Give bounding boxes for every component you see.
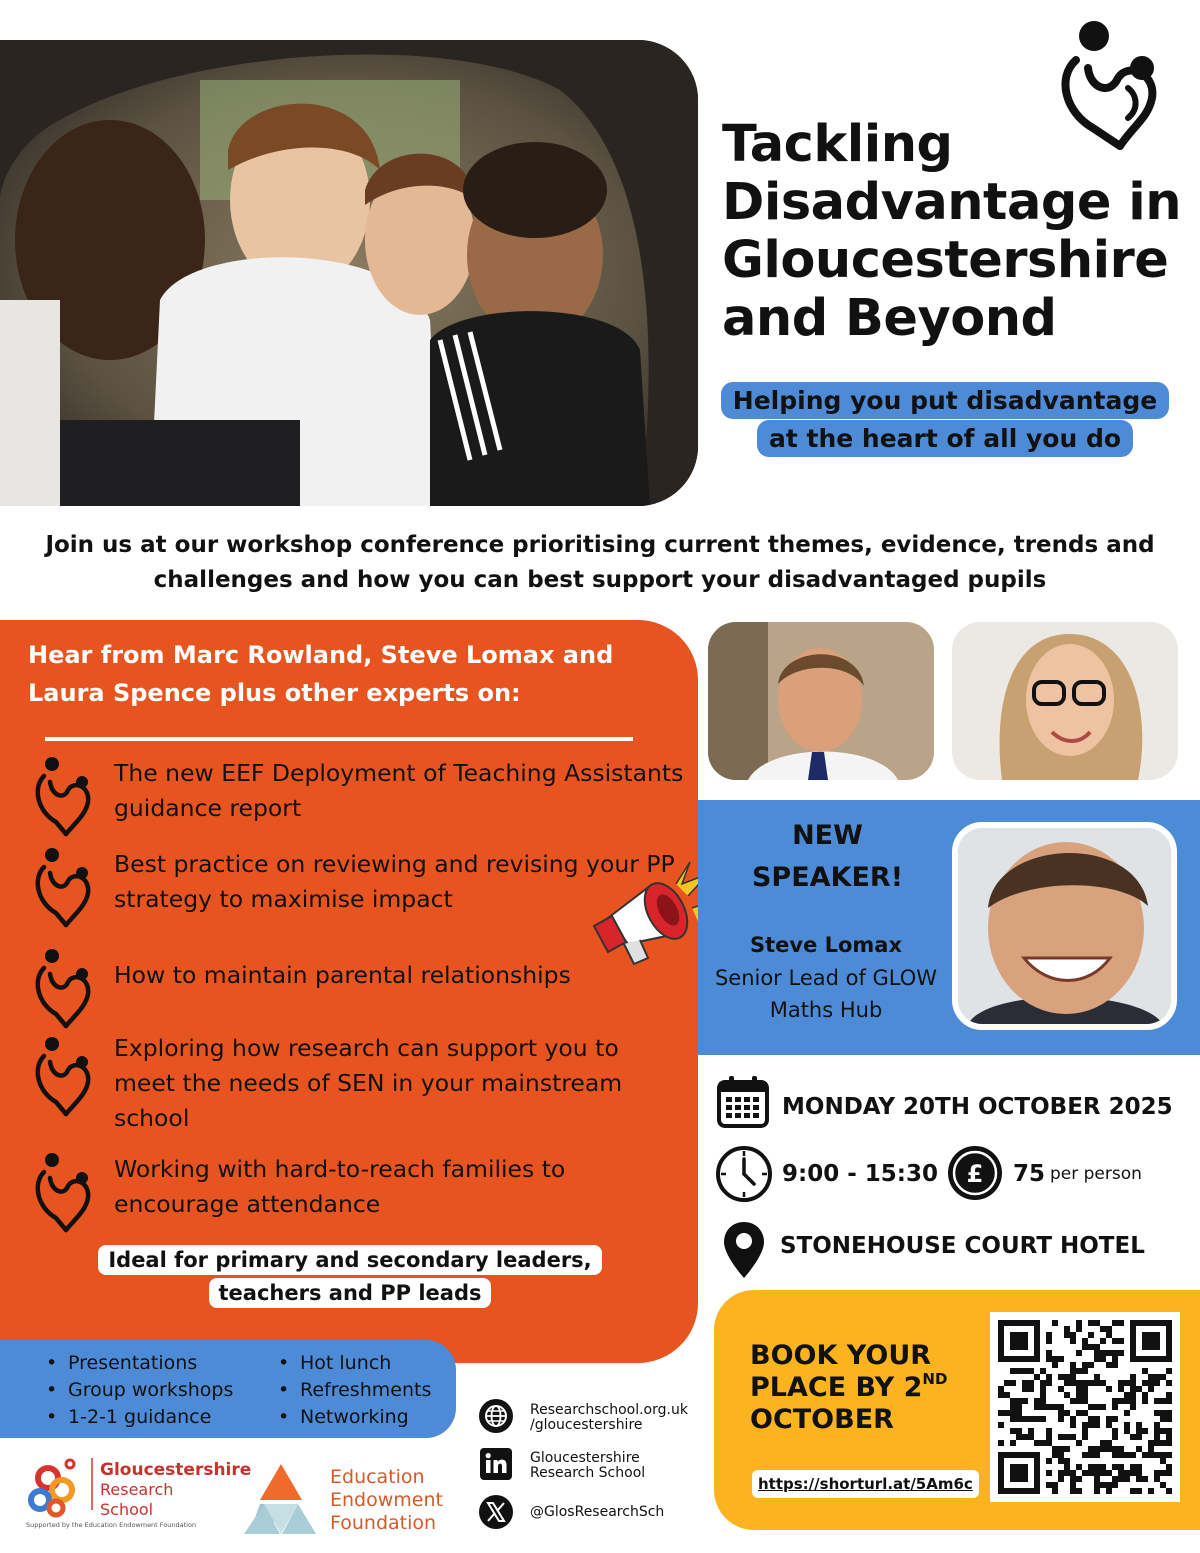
eef-name-line-1: Education (330, 1466, 425, 1488)
price-unit: per person (1050, 1164, 1142, 1184)
topic-text: Best practice on reviewing and revising your PP strategy to maximise impact (114, 850, 675, 913)
location-pin-icon (722, 1220, 766, 1280)
linkedin-line-2: Research School (530, 1465, 646, 1481)
x-twitter-icon (478, 1494, 514, 1530)
speaker-photo-marc (708, 622, 934, 780)
feature-item: • Presentations (44, 1350, 233, 1377)
eef-logo-icon (244, 1462, 318, 1536)
glos-name-line-1: Gloucestershire (100, 1460, 252, 1480)
qr-code-graphic (998, 1320, 1172, 1494)
topic-text: Working with hard-to-reach families to encourage attendance (114, 1155, 566, 1218)
event-time: 9:00 - 15:30 (782, 1161, 938, 1187)
feature-item: • Group workshops (44, 1377, 233, 1404)
website-line-1: Researchschool.org.uk (530, 1402, 688, 1418)
calendar-icon (716, 1074, 770, 1130)
heart-people-icon (34, 847, 96, 929)
booking-line-2 (750, 1372, 980, 1404)
x-handle-link[interactable]: @GlosResearchSch (530, 1504, 665, 1520)
features-list-left (44, 1350, 233, 1431)
feature-item: • Refreshments (276, 1377, 431, 1404)
feature-item: • 1-2-1 guidance (44, 1404, 233, 1431)
eef-name-line-2: Endowment (330, 1489, 443, 1511)
speakers-intro: Hear from Marc Rowland, Steve Lomax and Laura Spence plus other experts on: (28, 641, 614, 707)
divider (45, 737, 633, 741)
tagline-text: Helping you put disadvantage at the heart of all you do (721, 382, 1169, 457)
globe-icon (478, 1398, 514, 1434)
booking-line-1: BOOK YOUR (750, 1340, 932, 1371)
feature-item: • Networking (276, 1404, 431, 1431)
glos-support-text: Supported by the Education Endowment Foundation (26, 1521, 197, 1529)
speaker-photo-steve (952, 822, 1177, 1030)
topic-text: The new EEF Deployment of Teaching Assistants guidance report (114, 759, 684, 822)
topic-text: How to maintain parental relationships (114, 961, 571, 989)
linkedin-line-1: Gloucestershire (530, 1450, 640, 1466)
booking-deadline (750, 1340, 980, 1436)
heart-people-icon (34, 948, 96, 1030)
audience-text: Ideal for primary and secondary leaders, teachers and PP leads (98, 1245, 601, 1308)
event-date: MONDAY 20TH OCTOBER 2025 (782, 1094, 1173, 1120)
features-list-right (276, 1350, 431, 1431)
booking-ordinal: ND (922, 1370, 948, 1388)
glos-name-line-3: School (100, 1500, 154, 1519)
speaker-name: Steve Lomax (749, 933, 903, 957)
topic-text: Exploring how research can support you to meet the needs of SEN in your mainstream school (114, 1034, 623, 1132)
glos-name-line-2: Research (100, 1480, 174, 1499)
heart-people-icon (34, 1036, 96, 1118)
qr-code[interactable] (990, 1312, 1180, 1502)
website-link[interactable] (530, 1403, 688, 1433)
speaker-photo-laura (952, 622, 1178, 780)
tagline (715, 382, 1175, 458)
event-venue: STONEHOUSE COURT HOTEL (780, 1233, 1145, 1259)
glos-research-school-name (100, 1460, 251, 1520)
speaker-role: Senior Lead of GLOW Maths Hub (714, 966, 938, 1022)
clock-icon (714, 1144, 774, 1204)
eef-name (330, 1466, 443, 1535)
booking-link[interactable]: https://shorturl.at/5Am6c (752, 1470, 979, 1498)
website-line-2: /gloucestershire (530, 1417, 643, 1433)
hero-photo (0, 40, 698, 506)
feature-item: • Hot lunch (276, 1350, 431, 1377)
linkedin-link[interactable] (530, 1451, 645, 1481)
linkedin-icon (480, 1448, 512, 1480)
pound-icon (946, 1144, 1004, 1202)
svg-text:£: £ (966, 1160, 984, 1188)
page-title: Tackling Disadvantage in Gloucestershire and Beyond (722, 115, 1181, 348)
eef-name-line-3: Foundation (330, 1512, 437, 1534)
heart-people-icon (34, 756, 96, 838)
intro-text: Join us at our workshop conference prioritising current themes, evidence, trends and challenges and how you can best support your disadvantaged pupils (45, 532, 1155, 593)
new-speaker-heading: NEW SPEAKER! (751, 820, 904, 893)
booking-line-2-text: PLACE BY 2 (750, 1372, 923, 1403)
heart-people-icon (34, 1152, 96, 1234)
event-price: 75 (1013, 1161, 1046, 1187)
audience-note (60, 1244, 640, 1310)
booking-line-3: OCTOBER (750, 1404, 894, 1435)
